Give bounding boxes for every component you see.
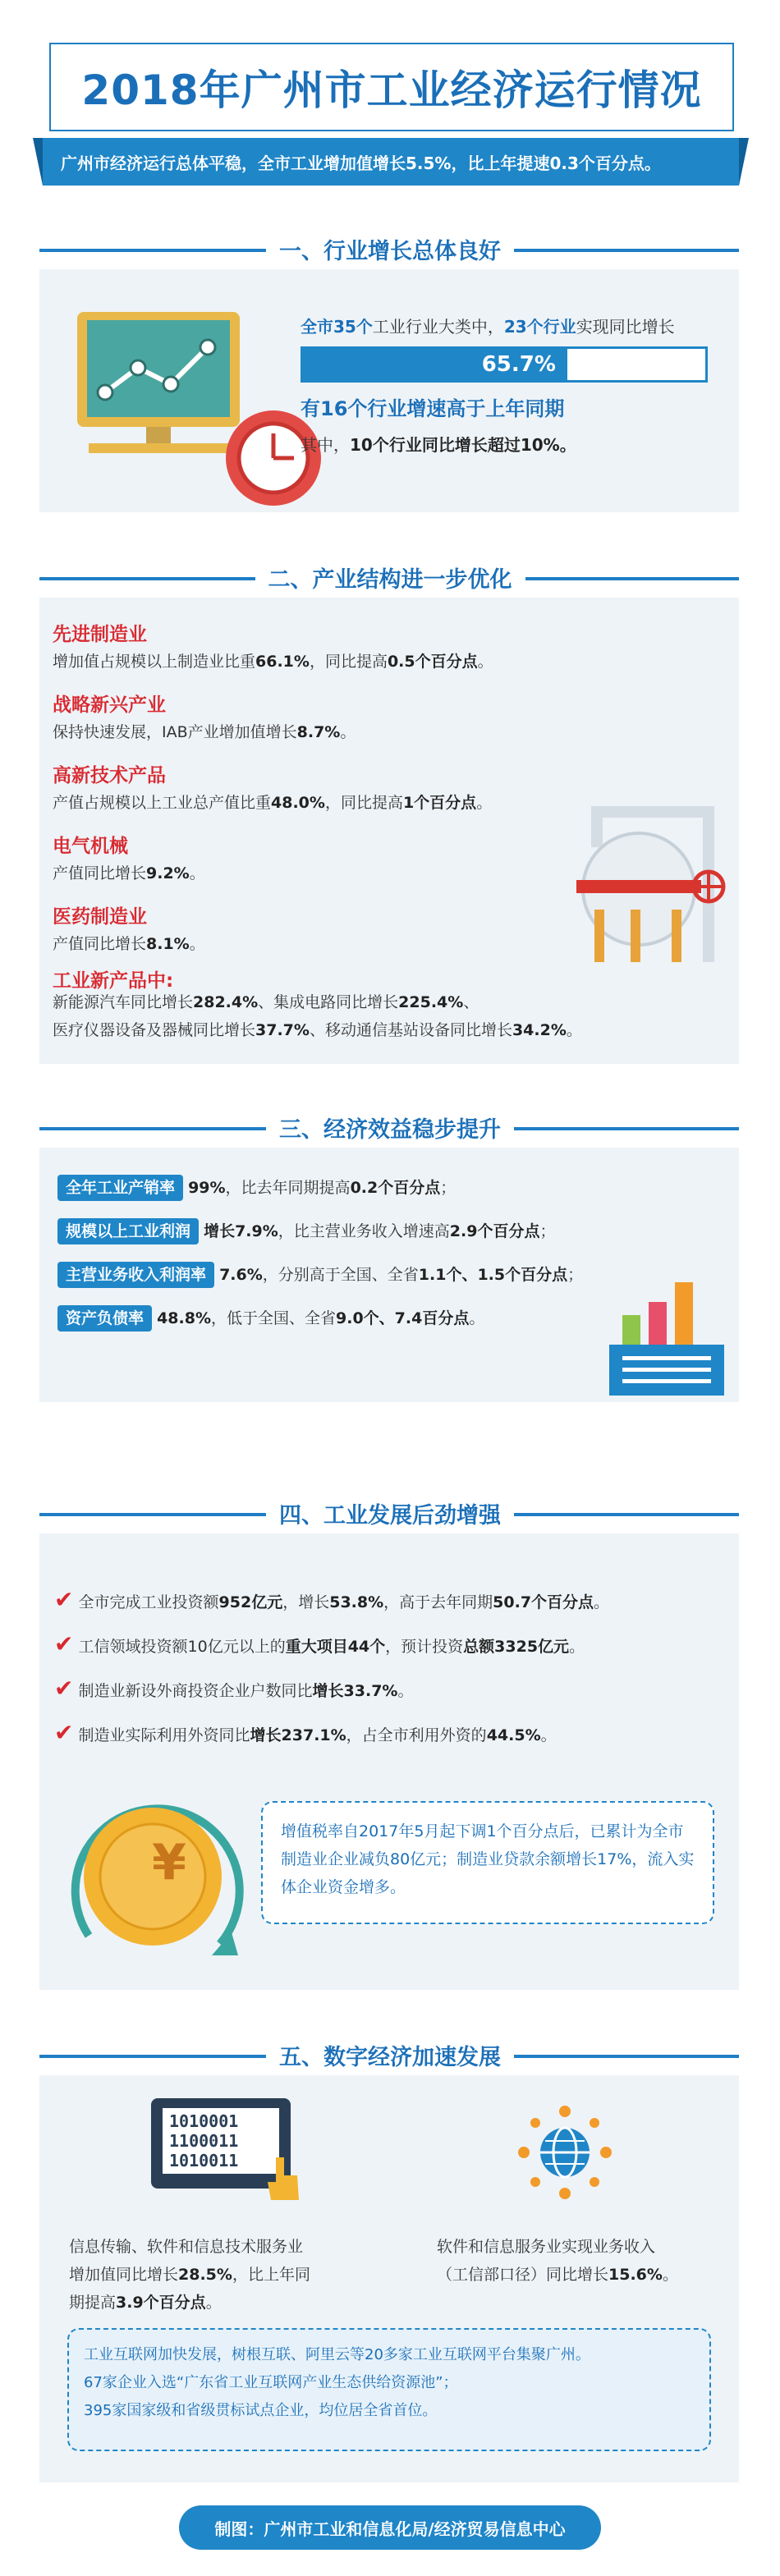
section-1-title: 一、行业增长总体良好 bbox=[0, 233, 780, 265]
summary-banner: 广州市经济运行总体平稳，全市工业增加值增长5.5%，比上年提速0.3个百分点。 bbox=[43, 138, 739, 186]
section-2-panel bbox=[39, 598, 739, 1064]
credits-footer: 制图：广州市工业和信息化局/经济贸易信息中心 bbox=[179, 2505, 601, 2550]
investment-row-2: ✔ 工信领域投资额10亿元以上的重大项目44个，预计投资总额3325亿元。 bbox=[54, 1630, 585, 1657]
over-10pct-line: 其中，10个行业同比增长超过10%。 bbox=[301, 435, 576, 455]
hand-cursor-icon bbox=[264, 2154, 305, 2203]
section-1-panel bbox=[39, 269, 739, 512]
efficiency-row: 资产负债率 48.8%，低于全国、全省9.0个、7.4百分点。 bbox=[57, 1306, 698, 1328]
industry-item bbox=[53, 690, 594, 742]
efficiency-tag: 规模以上工业利润 bbox=[57, 1218, 199, 1244]
chemical-tank-icon bbox=[548, 795, 739, 967]
growth-progress-fill bbox=[303, 349, 567, 380]
industry-item bbox=[53, 619, 594, 672]
it-services-text: 信息传输、软件和信息技术服务业 增加值同比增长28.5%，比上年同 期提高3.9个百分点。 bbox=[69, 2238, 310, 2312]
binary-line: 1100011 bbox=[169, 2131, 239, 2151]
check-icon: ✔ bbox=[54, 1675, 74, 1702]
check-icon: ✔ bbox=[54, 1719, 74, 1746]
industry-item bbox=[53, 901, 594, 954]
industry-item-heading: 高新技术产品 bbox=[53, 765, 166, 786]
tax-relief-note: 增值税率自2017年5月起下调1个百分点后，已累计为全市制造业企业减负80亿元；制造业贷款余额增长17%，流入实体企业资金增多。 bbox=[261, 1801, 714, 1924]
new-products-line-1: 新能源汽车同比增长282.4%、集成电路同比增长225.4%、 bbox=[53, 993, 479, 1011]
section-3-panel bbox=[39, 1148, 739, 1402]
binary-line: 1010011 bbox=[169, 2151, 239, 2170]
section-4-title: 四、工业发展后劲增强 bbox=[0, 1497, 780, 1529]
new-products-line-2: 医疗仪器设备及器械同比增长37.7%、移动通信基站设备同比增长34.2%。 bbox=[53, 1021, 582, 1039]
bar-chart-icon bbox=[598, 1271, 739, 1402]
check-icon: ✔ bbox=[54, 1586, 74, 1613]
globe-network-icon bbox=[516, 2103, 614, 2202]
industry-item-heading: 医药制造业 bbox=[53, 906, 147, 928]
section-5-title: 五、数字经济加速发展 bbox=[0, 2039, 780, 2071]
investment-row-1: ✔ 全市完成工业投资额952亿元，增长53.8%，高于去年同期50.7个百分点。 bbox=[54, 1586, 610, 1613]
industry-item-heading: 战略新兴产业 bbox=[53, 694, 166, 716]
check-icon: ✔ bbox=[54, 1630, 74, 1657]
software-revenue-text: 软件和信息服务业实现业务收入 （工信部口径）同比增长15.6%。 bbox=[437, 2238, 678, 2284]
faster-industries-line: 有16个行业增速高于上年同期 bbox=[301, 397, 565, 420]
industry-item bbox=[53, 831, 594, 883]
section-2-title: 二、产业结构进一步优化 bbox=[0, 561, 780, 594]
industry-item-text: 产值同比增长9.2%。 bbox=[53, 864, 205, 882]
efficiency-row: 主营业务收入利润率 7.6%，分别高于全国、全省1.1个、1.5个百分点； bbox=[57, 1263, 698, 1285]
efficiency-row: 规模以上工业利润 增长7.9%，比主营业务收入增速高2.9个百分点； bbox=[57, 1219, 698, 1241]
industry-item-heading: 电气机械 bbox=[53, 836, 128, 857]
industry-structure-list bbox=[53, 619, 594, 972]
investment-row-3: ✔ 制造业新设外商投资企业户数同比增长33.7%。 bbox=[54, 1675, 414, 1702]
efficiency-tag: 主营业务收入利润率 bbox=[57, 1262, 214, 1288]
growth-percent: 65.7% bbox=[481, 352, 556, 377]
new-products-heading: 工业新产品中: bbox=[53, 970, 174, 992]
industry-item-text: 增加值占规模以上制造业比重66.1%，同比提高0.5个百分点。 bbox=[53, 653, 493, 671]
page-title: 2018年广州市工业经济运行情况 bbox=[49, 43, 734, 131]
binary-screen bbox=[163, 2108, 279, 2174]
efficiency-tag: 全年工业产销率 bbox=[57, 1175, 183, 1201]
investment-row-4: ✔ 制造业实际利用外资同比增长237.1%，占全市利用外资的44.5%。 bbox=[54, 1719, 557, 1746]
industry-item-text: 保持快速发展，IAB产业增加值增长8.7%。 bbox=[53, 723, 356, 741]
industry-item-text: 产值同比增长8.1%。 bbox=[53, 935, 205, 953]
efficiency-tag: 资产负债率 bbox=[57, 1305, 152, 1332]
efficiency-row: 全年工业产销率 99%，比去年同期提高0.2个百分点； bbox=[57, 1176, 698, 1198]
industry-item bbox=[53, 760, 594, 813]
section-3-title: 三、经济效益稳步提升 bbox=[0, 1112, 780, 1144]
yuan-symbol: ¥ bbox=[152, 1834, 186, 1891]
industry-item-heading: 先进制造业 bbox=[53, 624, 147, 645]
growth-progress-bar bbox=[301, 346, 708, 383]
industrial-internet-note: 工业互联网加快发展，树根互联、阿里云等20多家工业互联网平台集聚广州。 67家企业入选“广东省工业互联网产业生态供给资源池”； 395家国家级和省级贯标试点企业，均位居全省首位。 bbox=[67, 2328, 711, 2451]
industry-item-text: 产值占规模以上工业总产值比重48.0%，同比提高1个百分点。 bbox=[53, 794, 493, 812]
binary-line: 1010001 bbox=[169, 2111, 239, 2131]
section-4-panel bbox=[39, 1533, 739, 1990]
industry-count-line: 全市35个工业行业大类中，23个行业实现同比增长 bbox=[301, 317, 675, 337]
section-5-panel bbox=[39, 2075, 739, 2482]
